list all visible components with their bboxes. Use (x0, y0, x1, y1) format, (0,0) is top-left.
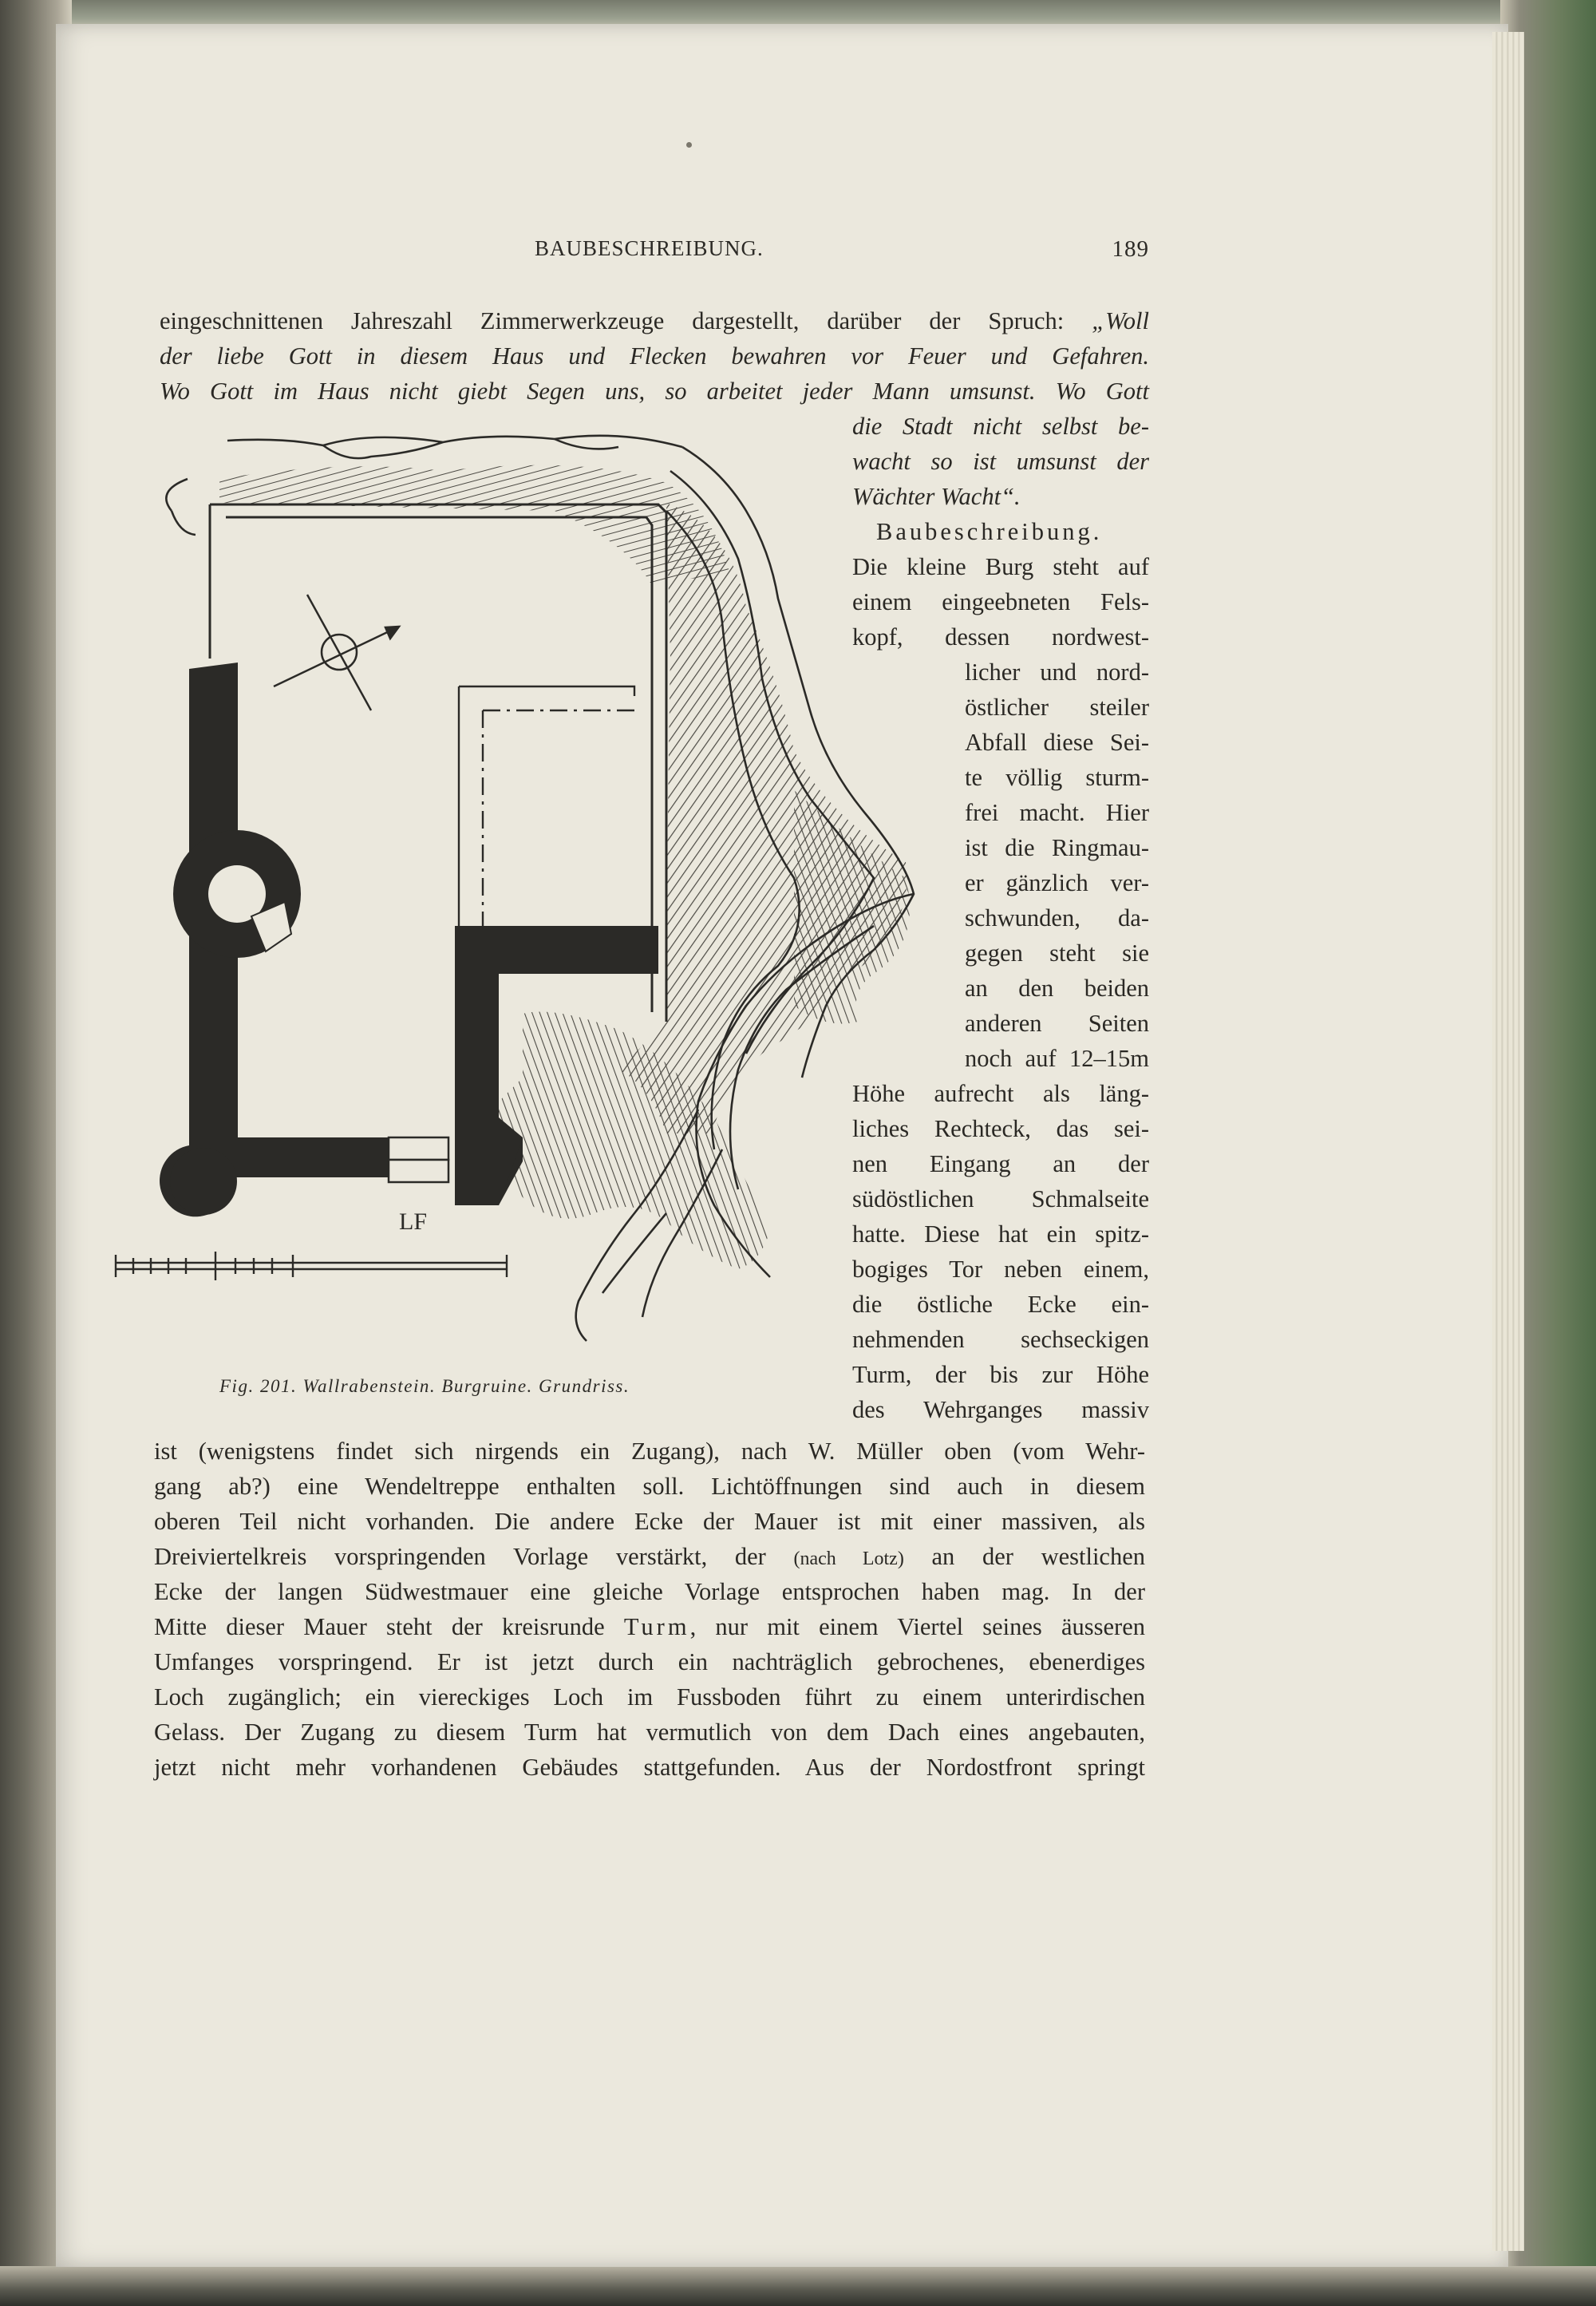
text-line (154, 1434, 1145, 1469)
text-line (965, 935, 1149, 971)
text-span: kopf, dessen nordwest- (852, 623, 1149, 651)
text-span: jetzt nicht mehr vorhandenen Gebäudes stattgefunden. Aus der Nordostfront springt (154, 1754, 1145, 1781)
text-span: Ecke der langen Südwestmauer eine gleiche Vorlage entsprochen haben mag. In der (154, 1578, 1145, 1605)
text-line (965, 900, 1149, 935)
text-span: die östliche Ecke ein- (852, 1291, 1149, 1318)
text-span: bogiges Tor neben einem, (852, 1256, 1149, 1283)
text-span: Baubeschreibung. (876, 518, 1103, 545)
text-line (965, 865, 1149, 900)
text-span: der liebe Gott in diesem Haus und Flecken bewahren vor Feuer und Gefahren. (160, 342, 1149, 370)
text-span: eingeschnittenen Jahreszahl Zimmerwerkzeuge dargestellt, darüber der Spruch: (160, 307, 1092, 334)
figure-caption: Fig. 201. Wallrabenstein. Burgruine. Grundriss. (219, 1376, 630, 1396)
text-line (154, 1644, 1145, 1679)
text-span: Höhe aufrecht als läng- (852, 1080, 1149, 1107)
text-span: Wo Gott im Haus nicht giebt Segen uns, so arbeitet jeder Mann umsunst. Wo Gott (160, 378, 1149, 405)
text-span: Gelass. Der Zugang zu diesem Turm hat vermutlich von dem Dach eines angebauten, (154, 1719, 1145, 1746)
scan-border-bottom (0, 2266, 1596, 2306)
text-line (154, 1539, 1145, 1574)
text-span: „Woll (1092, 307, 1149, 334)
text-span: Mitte dieser Mauer steht der kreisrunde (154, 1613, 624, 1640)
page-number: 189 (1112, 236, 1149, 262)
text-span: Abfall diese Sei- (965, 729, 1149, 756)
text-line (160, 338, 1149, 374)
text-line (154, 1609, 1145, 1644)
text-line (965, 1006, 1149, 1041)
text-line (154, 1469, 1145, 1504)
text-line (154, 1750, 1145, 1785)
text-span: nehmenden sechseckigen (852, 1326, 1149, 1353)
text-span: (nach Lotz) (793, 1549, 904, 1569)
text-span: nen Eingang an der (852, 1150, 1149, 1177)
text-span: wacht so ist umsunst der (852, 448, 1149, 475)
text-span: oberen Teil nicht vorhanden. Die andere Ecke der Mauer ist mit einer massiven, als (154, 1508, 1145, 1535)
text-span: Die kleine Burg steht auf (852, 553, 1149, 580)
text-span: Dreiviertelkreis vorspringenden Vorlage verstärkt, der (154, 1543, 794, 1570)
text-line (965, 760, 1149, 795)
text-line (154, 1679, 1145, 1715)
text-line (154, 1504, 1145, 1539)
text-line (965, 655, 1149, 690)
text-span: schwunden, da- (965, 904, 1149, 931)
text-span: , nur mit einem Viertel seines äusseren (689, 1613, 1145, 1640)
text-span: ist die Ringmau- (965, 834, 1149, 861)
text-line (965, 971, 1149, 1006)
running-head-title: BAUBESCHREIBUNG. (535, 236, 764, 260)
text-span: Umfanges vorspringend. Er ist jetzt durch ein nachträglich gebrochenes, ebenerdiges (154, 1648, 1145, 1675)
text-span: frei macht. Hier (965, 799, 1149, 826)
text-span: einem eingeebneten Fels- (852, 588, 1149, 615)
scale-bar (116, 1252, 507, 1280)
inner-courtyard-dashed (459, 686, 634, 926)
text-span: die Stadt nicht selbst be- (852, 413, 1149, 440)
round-tower (173, 830, 301, 958)
castle-floor-plan-figure (108, 415, 946, 1373)
text-line (160, 303, 1149, 338)
page-stack-edges (1492, 32, 1524, 2251)
text-span: hatte. Diese hat ein spitz- (852, 1220, 1149, 1248)
text-span: Turm, der bis zur Höhe (852, 1361, 1149, 1388)
text-span: te völlig sturm- (965, 764, 1149, 791)
text-line (965, 690, 1149, 725)
text-line (154, 1715, 1145, 1750)
text-span: noch auf 12–15m (965, 1045, 1149, 1072)
entrance-gate (389, 1137, 448, 1182)
text-line (965, 830, 1149, 865)
text-span: gang ab?) eine Wendeltreppe enthalten soll. Lichtöffnungen sind auch in diesem (154, 1473, 1145, 1500)
text-line (965, 725, 1149, 760)
text-span: er gänzlich ver- (965, 869, 1149, 896)
text-span: an der westlichen (903, 1543, 1145, 1570)
paper-speck (686, 142, 692, 148)
text-span: Turm (623, 1613, 690, 1640)
running-head (535, 236, 1149, 268)
text-line (965, 1041, 1149, 1076)
text-span: gegen steht sie (965, 939, 1149, 967)
figure-monogram: LF (399, 1208, 428, 1235)
text-span: liches Rechteck, das sei- (852, 1115, 1149, 1142)
text-span: Wächter Wacht“. (852, 483, 1021, 510)
text-span: südöstlichen Schmalseite (852, 1185, 1149, 1212)
text-line (852, 1392, 1149, 1427)
text-span: des Wehrganges massiv (852, 1396, 1149, 1423)
text-span: licher und nord- (965, 659, 1149, 686)
text-span: an den beiden (965, 975, 1149, 1002)
text-span: ist (wenigstens findet sich nirgends ein Zugang), nach W. Müller oben (vom Wehr- (154, 1438, 1145, 1465)
text-span: östlicher steiler (965, 694, 1149, 721)
text-line (965, 795, 1149, 830)
corner-bastion (160, 1137, 237, 1216)
text-span: anderen Seiten (965, 1010, 1149, 1037)
text-line (160, 374, 1149, 409)
compass-north-arrow (274, 595, 399, 710)
text-line (154, 1574, 1145, 1609)
text-span: Loch zugänglich; ein viereckiges Loch im Fussboden führt zu einem unterirdischen (154, 1683, 1145, 1711)
